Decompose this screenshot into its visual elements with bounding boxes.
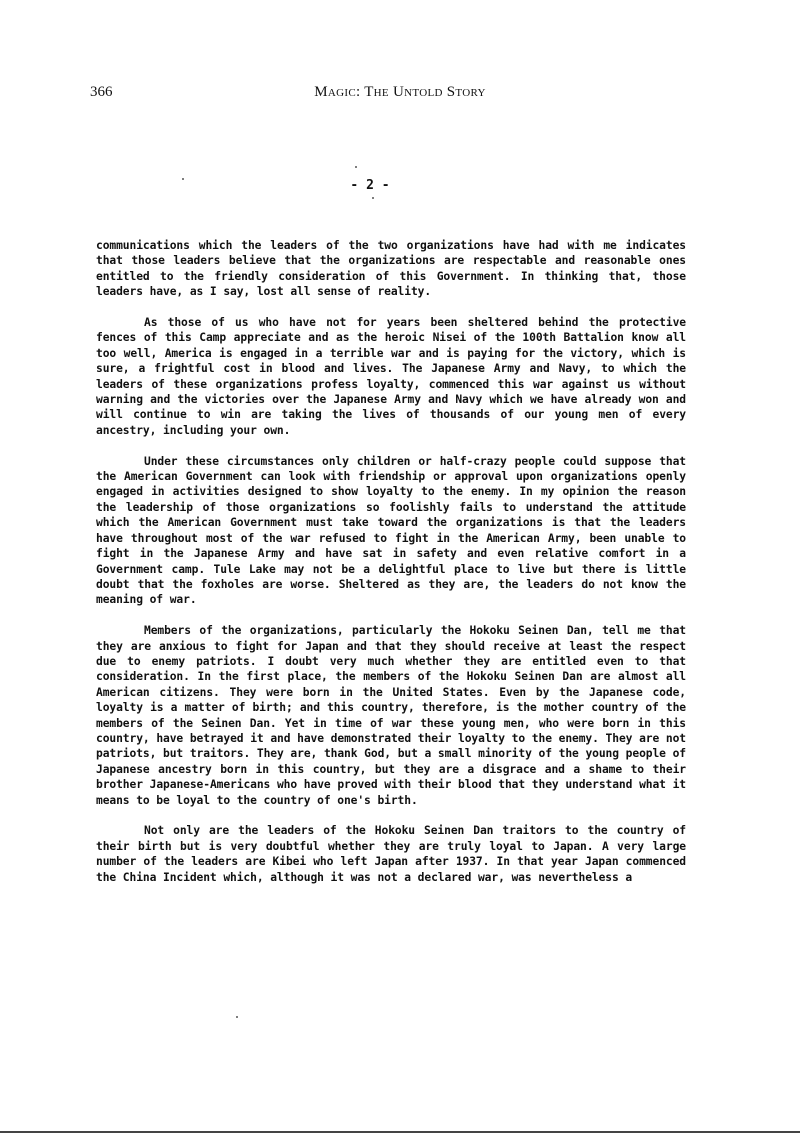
scan-speck <box>372 197 374 199</box>
scan-speck <box>236 1016 238 1018</box>
memo-paragraph: Not only are the leaders of the Hokoku Seinen Dan traitors to the country of their birth but is very doubtful whether they are truly loyal to Japan. A very large number of the leaders are Kibei who left Japan after 1937. In that year Japan commenced the China Incident which, although it was not a declared war, was nevertheless a <box>96 824 686 884</box>
bottom-rule <box>0 1131 800 1133</box>
memo-paragraph: Members of the organizations, particularly the Hokoku Seinen Dan, tell me that they are anxious to fight for Japan and that they should receive at least the respect due to enemy patriots. I doubt very much whether they are entitled even to that consideration. In the first place, the members of the Hokoku Seinen Dan are almost all American citizens. They were born in the United States. Even by the Japanese code, loyalty is a matter of birth; and this country, therefore, is the mother country of the members of the Seinen Dan. Yet in time of war these young men, who were born in this country, have betrayed it and have demonstrated their loyalty to the enemy. They are not patriots, but traitors. They are, thank God, but a small minority of the young people of Japanese ancestry born in this country, but they are a disgrace and a shame to their brother Japanese-Americans who have proved with their blood that they understand what it means to be loyal to the country of one's birth. <box>96 624 686 807</box>
memo-paragraph: As those of us who have not for years been sheltered behind the protective fences of this Camp appreciate and as the heroic Nisei of the 100th Battalion know all too well, America is engaged in a terrible war and is paying for the victory, which is sure, a frightful cost in blood and lives. The Japanese Army and Navy, to which the leaders of these organizations profess loyalty, commenced this war against us without warning and the victories over the Japanese Army and Navy which we have already won and will continue to win are taking the lives of thousands of our young men of every ancestry, including your own. <box>96 316 686 437</box>
memo-paragraph: Under these circumstances only children or half-crazy people could suppose that the American Government can look with friendship or approval upon organizations openly engaged in activities designed to show loyalty to the enemy. In my opinion the reason the leadership of those organizations so foolishly fails to understand the attitude which the American Government must take toward the organizations is that the leaders have throughout most of the war refused to fight in the American Army, been unable to fight in the Japanese Army and have sat in safety and even relative comfort in a Government camp. Tule Lake may not be a delightful place to live but there is little doubt that the foxholes are worse. Sheltered as they are, the leaders do not know the meaning of war. <box>96 454 686 607</box>
memo-page-marker: - 2 - <box>350 178 390 193</box>
book-title: Magic: The Untold Story <box>314 84 486 100</box>
scan-speck <box>355 166 357 168</box>
memo-body <box>96 238 686 885</box>
page-number: 366 <box>90 84 113 100</box>
memo-paragraph: communications which the leaders of the two organizations have had with me indicates that those leaders believe that the organizations are respectable and reasonable ones entitled to the friendly consideration of this Government. In thinking that, those leaders have, as I say, lost all sense of reality. <box>96 239 686 299</box>
running-head <box>0 84 800 106</box>
scan-speck <box>182 178 184 180</box>
